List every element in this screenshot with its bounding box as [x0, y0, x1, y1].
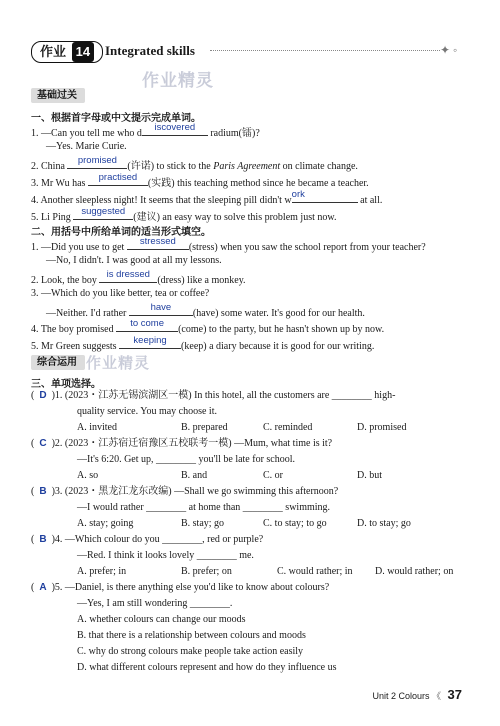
p2q3-blank: [129, 304, 193, 316]
assignment-badge: [31, 41, 103, 63]
sparkle-icon: ✦ ◦: [440, 43, 458, 57]
part2-heading: 二、用括号中所给单词的适当形式填空。: [31, 227, 211, 238]
mc-q1-stem2: quality service. You may choose it.: [77, 406, 217, 417]
p2q1-blank: [127, 238, 189, 250]
mc-q4-option-b: B. prefer; on: [181, 566, 232, 577]
mc-q5-stem2: —Yes, I am still wondering ________.: [77, 598, 233, 609]
page-title: Integrated skills: [105, 43, 195, 58]
p2q4-blank: [116, 320, 178, 332]
q2-italic: Paris Agreement: [213, 161, 281, 172]
mc-q5-stem: )5. —Daniel, is there anything else you'd like to know about colours?: [51, 582, 330, 593]
q5-text: 5. Li Ping: [31, 212, 74, 223]
mc-q1-option-b: B. prepared: [181, 422, 228, 433]
p2q2-text-end: (dress) like a monkey.: [157, 275, 246, 286]
q2-text-mid: (许诺) to stick to the: [127, 161, 214, 172]
mc-q5: ( A )5. —Daniel, is there anything else you'd like to know about colours?: [31, 582, 330, 593]
q1-answer: iscovered: [154, 122, 196, 133]
mc-q1-option-d: D. promised: [357, 422, 407, 433]
p2q2-answer: is dressed: [106, 269, 150, 280]
mc-q2-answer: C: [39, 438, 47, 449]
p2q1-reply: —No, I didn't. I was good at all my lessons.: [46, 255, 222, 266]
mc-q3-option-b: B. stay; go: [181, 518, 225, 529]
watermark-2: 作业精灵: [86, 354, 151, 372]
q1-reply: —Yes. Marie Curie.: [46, 141, 127, 152]
mc-q5-option-d: D. what different colours represent and how do they influence us: [77, 662, 337, 673]
p2q5-blank: [119, 337, 181, 349]
q3-line: [31, 174, 369, 190]
mc-q4-answer: B: [39, 534, 47, 545]
mc-q5-option-b: B. that there is a relationship between colours and moods: [77, 630, 306, 641]
mc-q3-answer: B: [39, 486, 47, 497]
mc-q4-option-c: C. would rather; in: [277, 566, 353, 577]
p2q3-reply-text: —Neither. I'd rather: [46, 308, 129, 319]
q1-blank: [142, 124, 208, 136]
p2q5-text-end: (keep) a diary because it is good for our writing.: [181, 341, 375, 352]
mc-q1-answer: D: [39, 390, 47, 401]
mc-q3-stem2: —I would rather ________ at home than ________ swimming.: [77, 502, 331, 513]
section-tag-basic: 基础过关: [31, 88, 85, 103]
p2q2-blank: [99, 271, 157, 283]
q4-blank: [292, 191, 358, 203]
q4-answer: ork: [291, 189, 305, 200]
section-tag-comprehensive: 综合运用: [31, 355, 85, 370]
p2q5-answer: keeping: [133, 335, 167, 346]
q2-answer: promised: [77, 155, 117, 166]
part1-heading: 一、根据首字母或中文提示完成单词。: [31, 113, 201, 124]
mc-q2-option-d: D. but: [357, 470, 382, 481]
q3-text-end: (实践) this teaching method since he became a teacher.: [147, 178, 369, 189]
mc-q2-stem: )2. (2023・江苏宿迁宿豫区五校联考一模) —Mum, what time is it?: [51, 438, 333, 449]
p2q1-line: [31, 238, 426, 254]
header-divider: [210, 50, 440, 51]
p2q5-text: 5. Mr Green suggests: [31, 341, 120, 352]
mc-q3-option-d: D. to stay; go: [357, 518, 411, 529]
part3-heading: 三、单项选择。: [31, 379, 101, 390]
mc-q4-option-a: A. prefer; in: [77, 566, 127, 577]
assignment-label: 作业: [40, 44, 67, 59]
mc-q3-option-c: C. to stay; to go: [263, 518, 327, 529]
p2q3-line: 3. —Which do you like better, tea or coffee?: [31, 288, 210, 299]
q5-line: [31, 208, 336, 224]
page-number: 37: [447, 687, 462, 702]
p2q2-line: [31, 271, 246, 287]
q2-blank: [67, 157, 127, 169]
mc-q1-option-a: A. invited: [77, 422, 117, 433]
q4-text-end: at all.: [357, 195, 383, 206]
p2q2-text: 2. Look, the boy: [31, 275, 100, 286]
mc-q2-option-b: B. and: [181, 470, 208, 481]
mc-q3-stem: )3. (2023・黑龙江龙东改编) —Shall we go swimming this afternoon?: [51, 486, 339, 497]
q1-text: 1. —Can you tell me who d: [31, 128, 142, 139]
p2q3-reply-end: (have) some water. It's good for our health.: [192, 308, 365, 319]
mc-q2-option-a: A. so: [77, 470, 99, 481]
mc-q3: ( B )3. (2023・黑龙江龙东改编) —Shall we go swimming this afternoon?: [31, 486, 339, 497]
mc-q4-stem2: —Red. I think it looks lovely ________ me.: [77, 550, 254, 561]
mc-q5-answer: A: [39, 582, 47, 593]
footer-arrows-icon: 《: [432, 691, 442, 701]
page-footer: [372, 687, 462, 702]
p2q1-text: 1. —Did you use to get: [31, 242, 127, 253]
mc-q4-option-d: D. would rather; on: [375, 566, 454, 577]
p2q1-text-end: (stress) when you saw the school report from your teacher?: [188, 242, 426, 253]
mc-q2-stem2: —It's 6:20. Get up, ________ you'll be late for school.: [77, 454, 296, 465]
p2q4-text: 4. The boy promised: [31, 324, 117, 335]
mc-q3-option-a: A. stay; going: [77, 518, 134, 529]
q5-blank: [73, 208, 133, 220]
q1-text-end: radium(镭)?: [207, 128, 260, 139]
q2-line: [31, 157, 358, 173]
p2q4-line: [31, 320, 384, 336]
mc-q2: ( C )2. (2023・江苏宿迁宿豫区五校联考一模) —Mum, what time is it?: [31, 438, 333, 449]
p2q1-answer: stressed: [139, 236, 176, 247]
p2q5-line: [31, 337, 374, 353]
mc-q1: ( D )1. (2023・江苏无锡滨湖区一模) In this hotel, all the customers are ________ high-: [31, 390, 396, 401]
mc-q5-option-a: A. whether colours can change our moods: [77, 614, 246, 625]
q2-text: 2. China: [31, 161, 68, 172]
assignment-number: 14: [72, 42, 94, 62]
q4-text: 4. Another sleepless night! It seems that the sleeping pill didn't w: [31, 195, 292, 206]
q1-line: [31, 124, 260, 140]
q3-blank: [88, 174, 148, 186]
q5-answer: suggested: [81, 206, 126, 217]
p2q4-text-end: (come) to the party, but he hasn't shown up by now.: [178, 324, 385, 335]
p2q3-answer: have: [150, 302, 172, 313]
q3-answer: practised: [98, 172, 138, 183]
watermark: 作业精灵: [142, 71, 214, 91]
unit-label: Unit 2 Colours: [372, 691, 430, 701]
q5-text-end: (建议) an easy way to solve this problem just now.: [133, 212, 337, 223]
mc-q4-stem: )4. —Which colour do you ________, red or purple?: [51, 534, 264, 545]
mc-q4: ( B )4. —Which colour do you ________, red or purple?: [31, 534, 264, 545]
q3-text: 3. Mr Wu has: [31, 178, 88, 189]
mc-q1-option-c: C. reminded: [263, 422, 313, 433]
mc-q2-option-c: C. or: [263, 470, 283, 481]
p2q3-reply: [46, 304, 365, 320]
p2q4-answer: to come: [130, 318, 164, 329]
q4-line: [31, 191, 382, 207]
mc-q5-option-c: C. why do strong colours make people take action easily: [77, 646, 304, 657]
q2-text-end: on climate change.: [280, 161, 358, 172]
mc-q1-stem: )1. (2023・江苏无锡滨湖区一模) In this hotel, all the customers are ________ high-: [51, 390, 396, 401]
